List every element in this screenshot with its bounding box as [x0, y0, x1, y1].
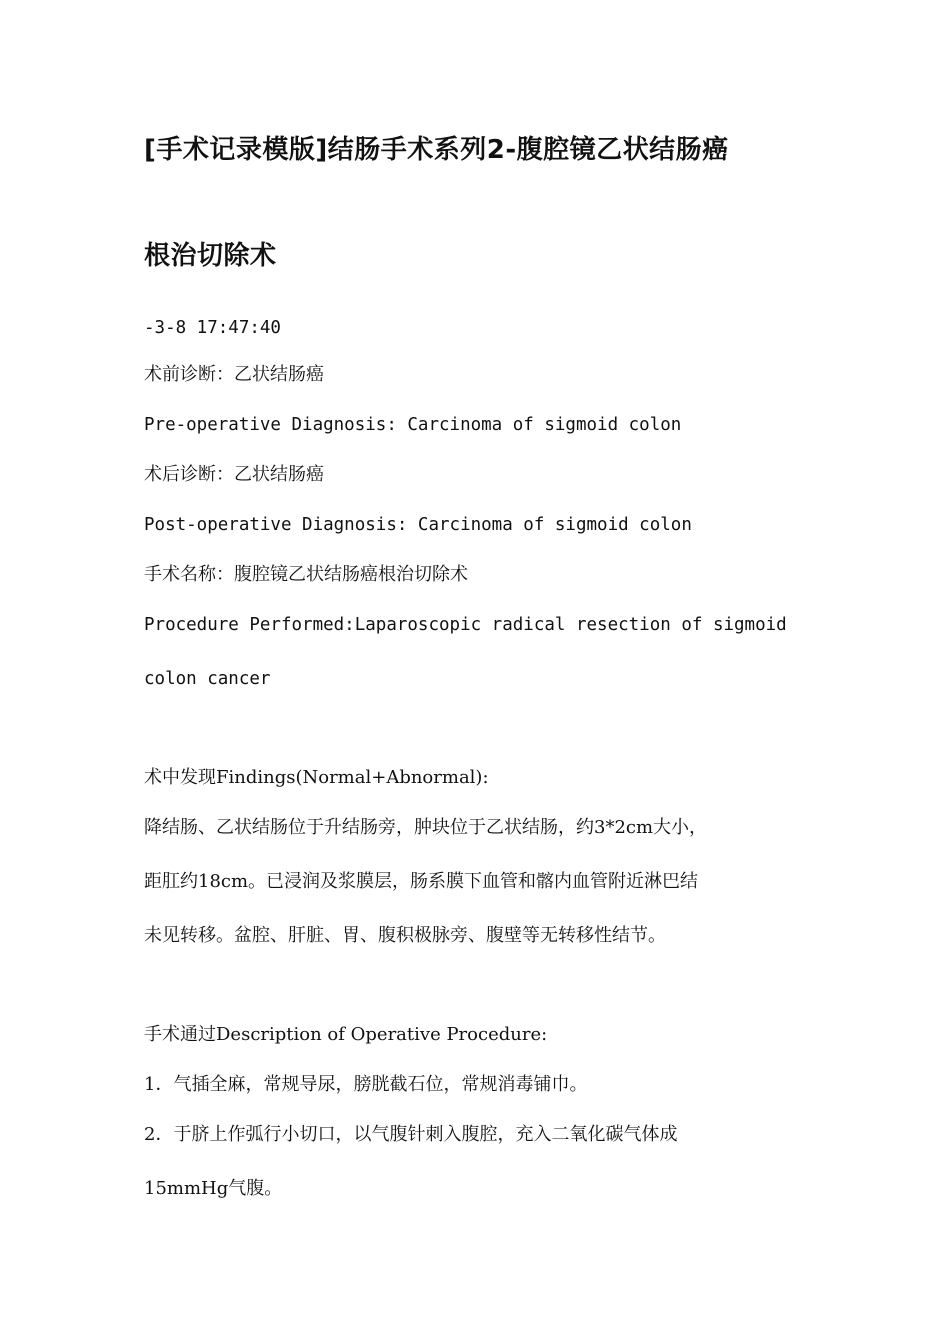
- pre-operative-diagnosis-en: Pre-operative Diagnosis: Carcinoma of sigmoid colon: [144, 415, 682, 435]
- procedure-name-cn: 手术名称：腹腔镜乙状结肠癌根治切除术: [144, 564, 468, 585]
- findings-heading: 术中发现Findings(Normal+Abnormal):: [144, 767, 489, 788]
- findings-paragraph-line-2: 距肛约18cm。已浸润及浆膜层，肠系膜下血管和髂内血管附近淋巴结: [144, 871, 699, 892]
- findings-paragraph-line-1: 降结肠、乙状结肠位于升结肠旁，肿块位于乙状结肠，约3*2cm大小，: [144, 817, 708, 838]
- procedure-step-2-line-1: 2．于脐上作弧行小切口，以气腹针刺入腹腔，充入二氧化碳气体成: [144, 1124, 678, 1145]
- timestamp: -3-8 17:47:40: [144, 318, 281, 338]
- procedure-name-en-line-2: colon cancer: [144, 669, 271, 689]
- post-operative-diagnosis-cn: 术后诊断：乙状结肠癌: [144, 464, 324, 485]
- findings-paragraph-line-3: 未见转移。盆腔、肝脏、胃、腹积极脉旁、腹壁等无转移性结节。: [144, 925, 666, 946]
- operative-procedure-heading: 手术通过Description of Operative Procedure:: [144, 1024, 548, 1045]
- pre-operative-diagnosis-cn: 术前诊断：乙状结肠癌: [144, 364, 324, 385]
- procedure-step-1: 1．气插全麻，常规导尿，膀胱截石位，常规消毒铺巾。: [144, 1074, 588, 1095]
- document-title-line-1: [手术记录模版]结肠手术系列2-腹腔镜乙状结肠癌: [144, 135, 729, 165]
- procedure-name-en-line-1: Procedure Performed:Laparoscopic radical resection of sigmoid: [144, 615, 787, 635]
- document-title-line-2: 根治切除术: [144, 241, 277, 271]
- procedure-step-2-line-2: 15mmHg气腹。: [144, 1178, 283, 1199]
- post-operative-diagnosis-en: Post-operative Diagnosis: Carcinoma of sigmoid colon: [144, 515, 692, 535]
